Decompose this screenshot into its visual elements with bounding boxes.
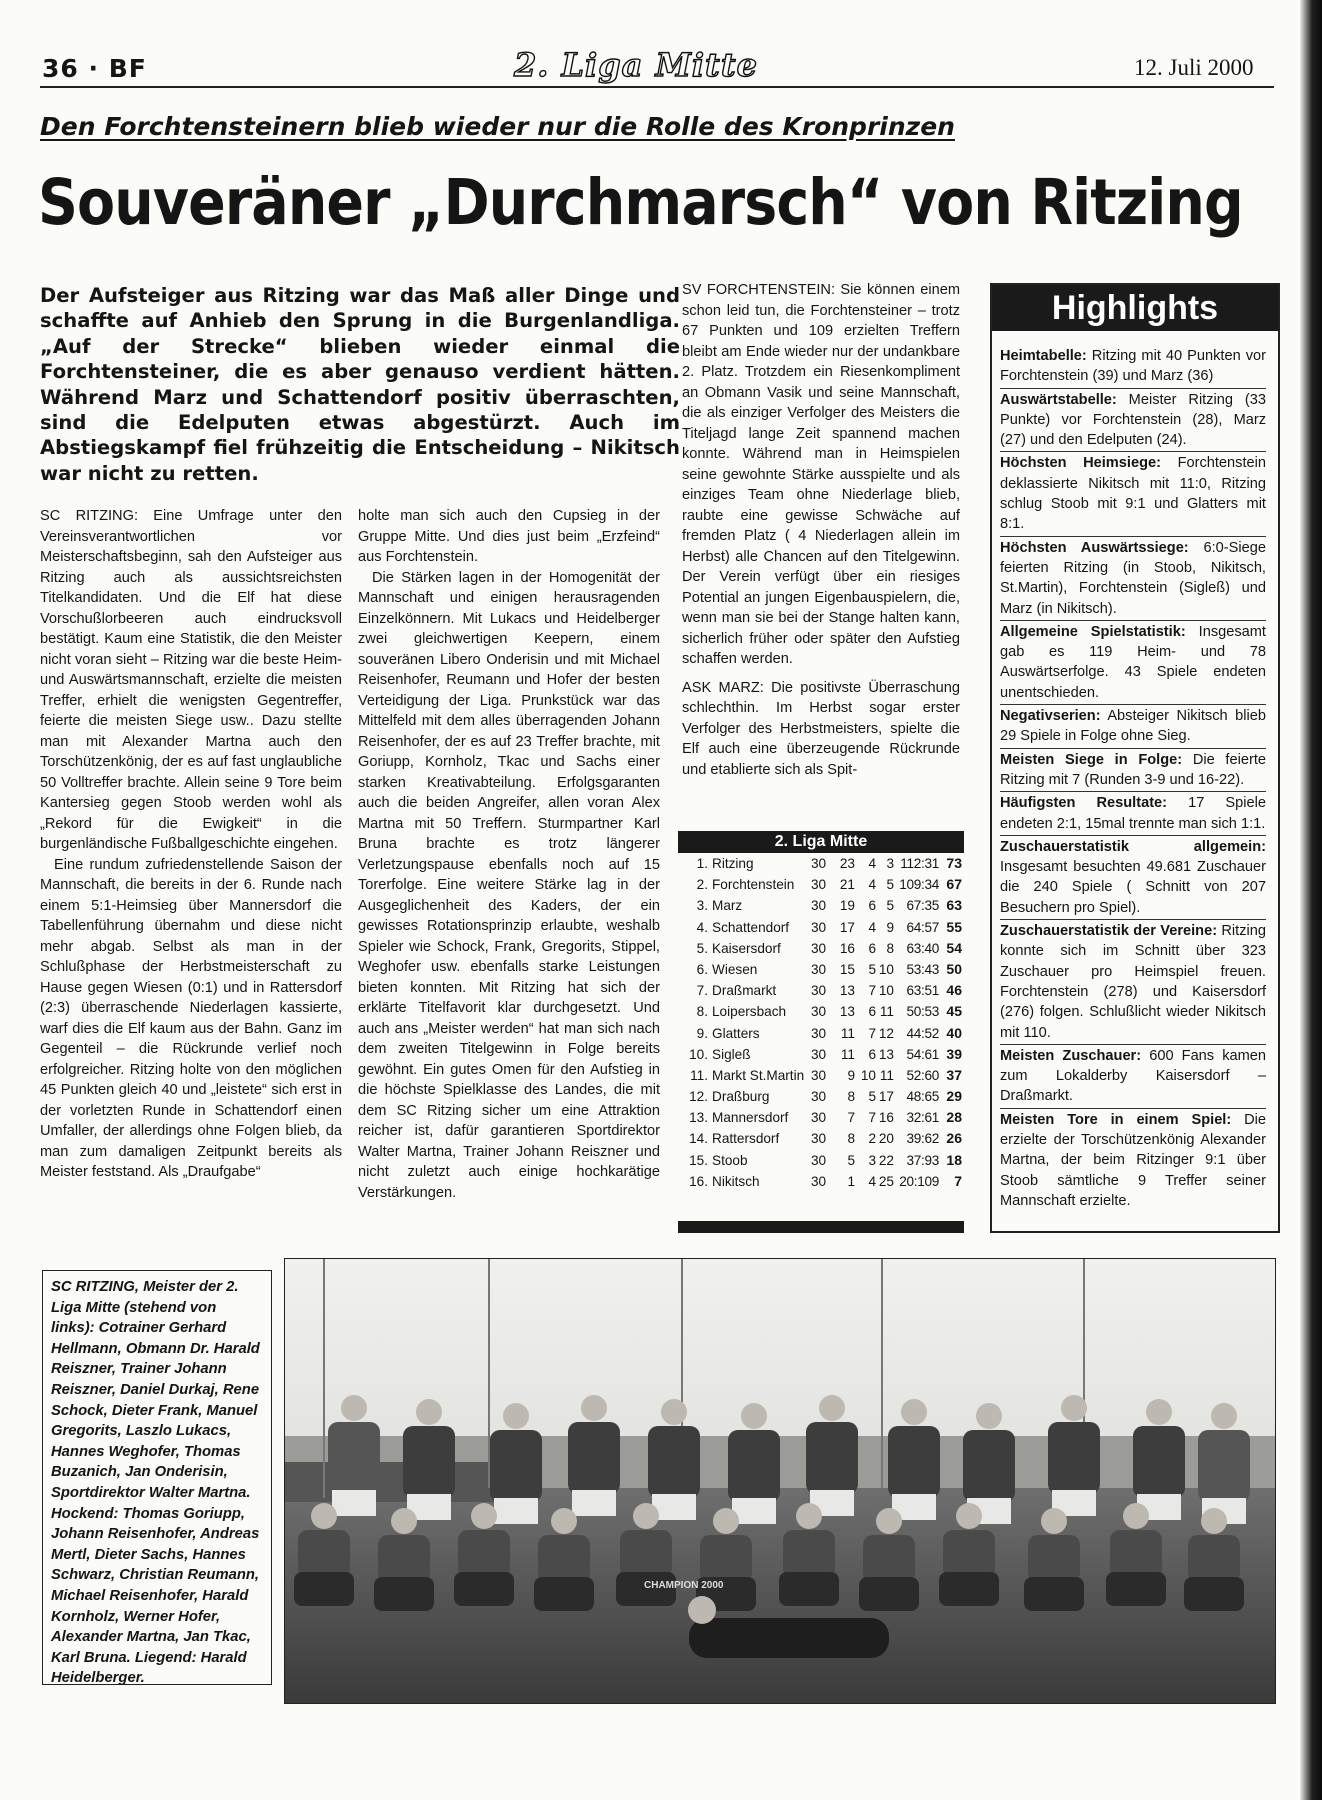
table-cell-l: 8: [886, 940, 894, 956]
paragraph-text: Die positivste Überraschung schlechthin. Im Herbst sogar erster Verfolger des Herbstmeisters, spielte die Elf auch eine überzeugende Rückrunde und etablierte sich als Spit-: [682, 679, 961, 778]
highlight-item: [1000, 1108, 1266, 1211]
table-cell-pts: 26: [946, 1130, 962, 1147]
table-row: [678, 1128, 964, 1149]
highlight-item: [1000, 704, 1266, 747]
table-cell-d: 2: [868, 1131, 876, 1147]
table-row: [678, 1023, 964, 1044]
page-number: 36 · BF: [42, 54, 147, 83]
table-cell-rank: 14.: [689, 1131, 708, 1147]
highlight-text: Insgesamt besuchten 49.681 Zuschauer die 240 Spiele ( Schnitt von 207 Besuchern pro Spiel).: [1000, 859, 1266, 916]
table-cell-sp: 30: [811, 1131, 827, 1147]
table-cell-l: 22: [878, 1152, 894, 1168]
table-cell-sp: 30: [811, 898, 827, 914]
table-row: [678, 1107, 964, 1128]
table-cell-team: Forchtenstein: [712, 877, 795, 893]
table-cell-sp: 30: [811, 919, 827, 935]
player-lying: [689, 1618, 889, 1658]
table-cell-w: 13: [839, 1004, 855, 1020]
table-cell-w: 19: [839, 898, 855, 914]
table-cell-d: 6: [868, 1046, 876, 1062]
table-cell-l: 10: [878, 961, 894, 977]
table-row: [678, 853, 964, 874]
highlight-text: Ritzing mit 40 Punkten vor Forchtenstein (39) und Marz (36): [1000, 348, 1266, 385]
table-cell-d: 3: [868, 1152, 876, 1168]
league-table-title: 2. Liga Mitte: [678, 831, 964, 853]
table-cell-pts: 46: [946, 982, 962, 999]
table-cell-l: 10: [878, 983, 894, 999]
table-cell-d: 6: [868, 940, 876, 956]
highlight-item: [1000, 620, 1266, 703]
highlight-text: Insgesamt gab es 119 Heim- und 78 Auswärtserfolge. 43 Spiele endeten unentschieden.: [1000, 623, 1266, 701]
table-cell-pts: 18: [946, 1151, 962, 1168]
table-cell-w: 13: [839, 983, 855, 999]
table-cell-pts: 67: [946, 876, 962, 893]
table-cell-l: 25: [878, 1173, 894, 1189]
league-table: [678, 831, 964, 1233]
highlights-list: [1000, 344, 1266, 1211]
highlight-text: Die erzielte der Torschützenkönig Alexander Martna, der beim Ritzinger 9:1 über Stoob sämtliche 9 Treffer seiner Mannschaft erzielte.: [1000, 1111, 1266, 1209]
table-cell-w: 8: [847, 1089, 855, 1105]
table-cell-d: 4: [868, 877, 876, 893]
table-cell-rank: 8.: [696, 1004, 708, 1020]
table-cell-pts: 39: [946, 1045, 962, 1062]
table-cell-pts: 55: [946, 918, 962, 935]
section-title: 2. Liga Mitte: [514, 46, 758, 84]
table-cell-rank: 15.: [689, 1152, 708, 1168]
table-cell-l: 3: [886, 856, 894, 871]
player-lying-head: [688, 1596, 716, 1624]
table-cell-goals: 63:40: [906, 940, 939, 956]
highlight-text: Die feierte Ritzing mit 7 (Runden 3-9 und 16-22).: [1000, 751, 1266, 788]
table-cell-sp: 30: [811, 1110, 827, 1126]
highlight-label: Negativserien:: [1000, 708, 1101, 725]
table-cell-w: 21: [839, 877, 855, 893]
table-cell-sp: 30: [811, 1067, 827, 1083]
table-row: [678, 874, 964, 895]
article-paragraph: holte man sich auch den Cupsieg in der Gruppe Mitte. Und dies just beim „Erzfeind“ aus Forchtenstein.: [358, 508, 660, 565]
table-cell-team: Wiesen: [712, 961, 758, 977]
highlight-item: [1000, 748, 1266, 791]
highlight-text: Forchtenstein deklassierte Nikitsch mit 11:0, Ritzing schlug Stoob mit 9:1 und Glatters mit 8:1.: [1000, 455, 1266, 533]
article-column-3: [682, 280, 960, 780]
highlight-text: Absteiger Nikitsch blieb 29 Spiele in Folge ohne Sieg.: [1000, 708, 1266, 745]
highlight-label: Häufigsten Resultate:: [1000, 795, 1168, 812]
paragraph-text: Sie können einem schon leid tun, die Forchtensteiner – trotz 67 Punkten und 109 erzielten Treffern bleibt am Ende wieder nur der undankbare 2. Platz. Trotzdem ein Riesenkompliment an Obmann Vasik und seine Mannschaft, die als einziger Verfolger des Meisters die Titeljagd lange Zeit spannend machen konnte. Während man in Heimspielen seine gewohnte Stärke ausspielte und als einziges Team ohne Niederlage blieb, raubte eine gewisse Schwäche auf fremden Platz ( 4 Niederlagen allein im Herbst) alle Chancen auf den Titelgewinn. Der Verein verfügt über ein riesiges Potential an jungen Eigenbauspielern, die, wenn man sie bei der Stange halten kann, sicherlich früher oder später den Aufstieg schaffen werden.: [682, 282, 960, 667]
table-cell-goals: 52:60: [906, 1067, 939, 1083]
table-cell-pts: 28: [946, 1109, 962, 1126]
table-cell-rank: 16.: [689, 1173, 708, 1189]
table-cell-team: Markt St.Martin: [712, 1067, 805, 1083]
highlight-item: [1000, 536, 1266, 619]
table-cell-sp: 30: [811, 961, 827, 977]
table-row: [678, 917, 964, 938]
highlight-text: Meister Ritzing (33 Punkte) vor Forchtenstein (28), Marz (27) und den Edelputen (24).: [1000, 391, 1266, 449]
table-cell-rank: 5.: [696, 940, 708, 956]
highlight-label: Heimtabelle:: [1000, 348, 1087, 364]
table-cell-goals: 39:62: [906, 1131, 939, 1147]
photo-caption: SC RITZING, Meister der 2. Liga Mitte (stehend von links): Cotrainer Gerhard Hellmann, Obmann Dr. Harald Reiszner, Trainer Johann Reiszner, Daniel Durkaj, Rene Schock, Dieter Frank, Manuel Gregorits, Laszlo Lukacs, Hannes Weghofer, Thomas Buzanich, Jan Onderisin, Sportdirektor Walter Martna. Hockend: Thomas Goriupp, Johann Reisenhofer, Andreas Mertl, Dieter Sachs, Hannes Schwarz, Christian Reumann, Michael Reisenhofer, Harald Kornholz, Werner Hofer, Alexander Martna, Jan Tkac, Karl Bruna. Liegend: Harald Heidelberger.: [42, 1270, 272, 1685]
table-cell-sp: 30: [811, 1025, 827, 1041]
table-cell-team: Rattersdorf: [712, 1131, 780, 1147]
table-row: [678, 1150, 964, 1171]
table-cell-pts: 29: [946, 1088, 962, 1105]
table-cell-l: 9: [886, 919, 894, 935]
table-cell-l: 17: [878, 1089, 894, 1105]
table-cell-team: Loipersbach: [712, 1004, 787, 1020]
table-cell-rank: 2.: [696, 877, 708, 893]
table-cell-w: 8: [847, 1131, 855, 1147]
table-cell-team: Glatters: [712, 1025, 760, 1041]
highlight-label: Zuschauerstatistik allgemein:: [1000, 838, 1266, 855]
article-column-2: [358, 506, 660, 1203]
highlight-text: 6:0-Siege feierten Ritzing (in Stoob, Nikitsch, St.Martin), Forchtenstein (Sigleß) und Marz (in Nikitsch).: [1000, 539, 1266, 617]
table-cell-w: 15: [839, 961, 855, 977]
table-row: [678, 938, 964, 959]
table-cell-team: Kaisersdorf: [712, 940, 781, 956]
table-cell-d: 4: [868, 856, 876, 871]
league-table-footer-bar: [678, 1221, 964, 1233]
table-row: [678, 1171, 964, 1192]
table-cell-d: 10: [860, 1067, 876, 1083]
table-cell-sp: 30: [811, 1152, 827, 1168]
highlight-item: [1000, 345, 1266, 387]
table-cell-w: 11: [840, 1025, 855, 1041]
table-cell-d: 6: [868, 898, 876, 914]
table-cell-sp: 30: [811, 1173, 827, 1189]
table-cell-team: Stoob: [712, 1152, 748, 1168]
table-cell-pts: 45: [946, 1003, 962, 1020]
headline: Souveräner „Durchmarsch“ von Ritzing: [38, 166, 1243, 239]
table-cell-team: Schattendorf: [712, 919, 790, 935]
table-row: [678, 1065, 964, 1086]
table-row: [678, 1044, 964, 1065]
article-column-1: [40, 506, 342, 1183]
table-cell-goals: 112:31: [900, 856, 939, 871]
table-cell-goals: 37:93: [906, 1152, 939, 1168]
table-cell-w: 1: [847, 1173, 855, 1189]
table-cell-l: 20: [878, 1131, 894, 1147]
kicker: Den Forchtensteinern blieb wieder nur die Rolle des Kronprinzen: [40, 112, 955, 141]
table-cell-sp: 30: [811, 1089, 827, 1105]
team-photo: [284, 1258, 1276, 1704]
table-cell-sp: 30: [811, 1046, 827, 1062]
table-cell-d: 7: [868, 1110, 876, 1126]
runin-sv-forchtenstein: SV FORCHTENSTEIN:: [682, 282, 835, 298]
table-cell-pts: 63: [946, 897, 962, 914]
table-cell-l: 16: [878, 1110, 894, 1126]
table-cell-pts: 37: [946, 1066, 962, 1083]
lead-paragraph: Der Aufsteiger aus Ritzing war das Maß aller Dinge und schaffte auf Anhieb den Sprung in die Burgenlandliga. „Auf der Strecke“ blieben wieder einmal die Forchtensteiner, die es aber genauso verdient hätten. Während Marz und Schattendorf positiv überraschten, sind die Edelputen etwas abgestürzt. Auch im Abstiegskampf fiel frühzeitig die Entscheidung – Nikitsch war nicht zu retten.: [40, 284, 680, 485]
highlight-label: Meisten Tore in einem Spiel:: [1000, 1111, 1232, 1128]
table-cell-rank: 1.: [696, 856, 708, 871]
table-cell-rank: 11.: [690, 1067, 708, 1083]
paragraph-text: Eine Umfrage unter den Vereinsverantwortlichen vor Meisterschaftsbeginn, sah den Aufsteiger aus Ritzing auch als aussichtsreichsten Titelkandidaten. Und die Elf hat diese Vorschußlorbeeren auch eindrucksvoll bestätigt. Kaum eine Statistik, die den Meister nicht voran sieht – Ritzing war die beste Heim- und Auswärtsmannschaft, erzielte die meisten Treffer, erhielt die wenigsten Gegentreffer, feierte die meisten Siege usw.. Dazu stellte man mit Alexander Martna auch den Torschützenkönig, der es auf fast unglaubliche 50 Volltreffer brachte. Allein seine 9 Tore beim Kantersieg gegen Stoob werden wohl als „Rekord für die Ewigkeit“ in die burgenländische Fußballgeschichte eingehen.: [40, 508, 342, 852]
highlight-text: Ritzing konnte sich im Schnitt über 323 Zuschauer pro Heimspiel freuen. Forchtenstein (278) und Kaisersdorf (276) folgen. Schlußlicht wieder Nikitsch mit 110.: [1000, 923, 1266, 1041]
table-cell-d: 5: [868, 961, 876, 977]
table-cell-goals: 64:57: [906, 919, 939, 935]
table-row: [678, 895, 964, 916]
table-cell-w: 16: [839, 940, 855, 956]
highlight-label: Höchsten Heimsiege:: [1000, 455, 1161, 472]
table-cell-sp: 30: [811, 856, 827, 871]
highlight-label: Allgemeine Spielstatistik:: [1000, 623, 1186, 640]
highlight-label: Höchsten Auswärtssiege:: [1000, 539, 1189, 556]
table-cell-l: 11: [879, 1004, 894, 1020]
table-cell-w: 9: [847, 1067, 855, 1083]
table-cell-goals: 53:43: [906, 961, 939, 977]
page-edge: [1300, 0, 1322, 1800]
table-cell-sp: 30: [811, 940, 827, 956]
highlight-label: Meisten Zuschauer:: [1000, 1047, 1142, 1064]
highlight-text: 17 Spiele endeten 2:1, 15mal trennte man sich 1:1.: [1000, 795, 1266, 832]
table-cell-d: 6: [868, 1004, 876, 1020]
table-cell-goals: 50:53: [906, 1004, 939, 1020]
table-cell-w: 7: [847, 1110, 855, 1126]
table-cell-sp: 30: [811, 1004, 827, 1020]
table-cell-rank: 13.: [689, 1110, 708, 1126]
runin-ask-marz: ASK MARZ:: [682, 679, 764, 696]
table-cell-l: 12: [878, 1025, 894, 1041]
article-paragraph: Die Stärken lagen in der Homogenität der Mannschaft und einigen herausragenden Einzelkönnern. Mit Lukacs und Heidelberger zwei gleichwertigen Keepern, einem souveränen Libero Onderisin und mit Michael Reisenhofer, Reumann und Hofer der besten Verteidigung der Liga. Prunkstück war das Mittelfeld mit dem alles überragenden Johann Reisenhofer, der es auf 23 Treffer brachte, mit Goriupp, Kornholz, Tkac und Sachs einer starken Kreativabteilung. Erfolgsgaranten auch die beiden Angreifer, allen voran Alex Martna mit 50 Treffern. Sturmpartner Karl Bruna brachte es trotz längerer Verletzungspause ebenfalls noch auf 15 Torerfolge. Eine weitere Stärke lag in der Ausgeglichenheit des Kaders, der ein gewisses Rotationsprinzip erlaubte, weshalb Spieler wie Schock, Frank, Gregorits, Stippel, Weghofer usw. ebenfalls starke Leistungen bieten konnten. Mit Ritzing hat sich der erklärte Titelfavorit klar durchgesetzt. Und auch ans „Meister werden“ hat man sich nach dem zweiten Titelgewinn in Folge bereits gewöhnt. Ein gutes Omen für den Aufstieg in die höchste Spielklasse des Landes, die mit dem SC Ritzing sicher um eine Attraktion reicher ist, dafür garantieren Sportdirektor Walter Martna, Trainer Johann Reiszner und nicht zuletzt auch einige hochkarätige Verstärkungen.: [358, 569, 660, 1201]
table-cell-rank: 6.: [696, 961, 708, 977]
highlight-label: Auswärtstabelle:: [1000, 391, 1117, 408]
table-cell-w: 23: [839, 856, 855, 871]
table-cell-goals: 63:51: [906, 983, 939, 999]
table-cell-w: 11: [840, 1046, 855, 1062]
table-cell-team: Nikitsch: [712, 1173, 760, 1189]
article-paragraph: Eine rundum zufriedenstellende Saison der Mannschaft, die bereits in der 6. Runde nach einem 5:1-Heimsieg über Mannersdorf die Tabellenführung übernahm und diese nicht mehr abgab. Selbst als man in der Schlußphase der Herbstmeisterschaft zu Hause gegen Wiesen (0:1) und in Rattersdorf (2:3) überraschende Niederlagen kassierte, warf dies die Elf kaum aus der Bahn. Ganz im Gegenteil – die Rückrunde verlief noch erfolgreicher. Ritzing holte von den möglichen 45 Punkten gleich 40 und „leistete“ sich erst in der vorletzten Runde in Schattendorf einen Umfaller, der allerdings ohne Folgen blieb, da man zum damaligen Zeitpunkt bereits als Meister feststand. Als „Draufgabe“: [40, 856, 342, 1180]
table-row: [678, 980, 964, 1001]
highlight-label: Zuschauerstatistik der Vereine:: [1000, 923, 1218, 940]
table-cell-goals: 109:34: [899, 877, 939, 893]
table-cell-sp: 30: [811, 877, 827, 893]
highlights-title: Highlights: [992, 285, 1278, 331]
table-cell-team: Sigleß: [712, 1046, 751, 1062]
article-paragraph: [40, 506, 342, 855]
table-cell-team: Ritzing: [712, 856, 754, 871]
table-cell-team: Draßmarkt: [712, 983, 777, 999]
table-cell-goals: 44:52: [906, 1025, 939, 1041]
table-cell-l: 11: [879, 1067, 894, 1083]
table-cell-rank: 3.: [696, 898, 708, 914]
table-cell-pts: 54: [946, 939, 962, 956]
league-table-rows: [678, 853, 964, 1192]
shirt-print: CHAMPION 2000: [644, 1580, 724, 1591]
table-cell-goals: 48:65: [906, 1089, 939, 1105]
table-row: [678, 1086, 964, 1107]
table-cell-l: 5: [886, 898, 894, 914]
table-cell-w: 5: [847, 1152, 855, 1168]
table-cell-l: 5: [886, 877, 894, 893]
table-cell-d: 4: [868, 1173, 876, 1189]
table-cell-rank: 10.: [689, 1046, 708, 1062]
issue-date: 12. Juli 2000: [1134, 55, 1254, 80]
highlight-label: Meisten Siege in Folge:: [1000, 751, 1183, 768]
article-paragraph: [682, 678, 960, 781]
table-cell-goals: 20:109: [899, 1173, 939, 1189]
table-row: [678, 1001, 964, 1022]
table-cell-pts: 50: [946, 960, 962, 977]
table-cell-l: 13: [878, 1046, 894, 1062]
highlight-item: [1000, 835, 1266, 918]
highlight-item: [1000, 451, 1266, 534]
article-paragraph: [682, 280, 960, 670]
header-rule: [40, 86, 1274, 88]
table-cell-pts: 73: [946, 855, 962, 871]
table-cell-sp: 30: [811, 983, 827, 999]
table-cell-rank: 4.: [696, 919, 708, 935]
highlight-item: [1000, 1044, 1266, 1107]
table-cell-goals: 32:61: [906, 1110, 939, 1126]
table-cell-goals: 67:35: [906, 898, 939, 914]
photo-stand: [284, 1462, 514, 1502]
table-cell-rank: 12.: [689, 1089, 708, 1105]
table-cell-d: 4: [868, 919, 876, 935]
table-cell-goals: 54:61: [906, 1046, 939, 1062]
table-cell-pts: 7: [954, 1172, 962, 1189]
table-cell-pts: 40: [946, 1024, 962, 1041]
table-cell-team: Mannersdorf: [712, 1110, 789, 1126]
table-cell-d: 7: [868, 1025, 876, 1041]
highlight-item: [1000, 388, 1266, 451]
table-cell-d: 7: [868, 983, 876, 999]
highlight-item: [1000, 919, 1266, 1043]
table-cell-w: 17: [839, 919, 855, 935]
highlight-text: 600 Fans kamen zum Lokalderby Kaisersdorf – Draßmarkt.: [1000, 1047, 1266, 1105]
table-cell-rank: 7.: [696, 983, 708, 999]
table-cell-team: Marz: [712, 898, 743, 914]
table-cell-d: 5: [868, 1089, 876, 1105]
runin-sc-ritzing: SC RITZING:: [40, 508, 138, 524]
table-row: [678, 959, 964, 980]
table-cell-team: Draßburg: [712, 1089, 770, 1105]
table-cell-rank: 9.: [696, 1025, 708, 1041]
highlight-item: [1000, 791, 1266, 834]
